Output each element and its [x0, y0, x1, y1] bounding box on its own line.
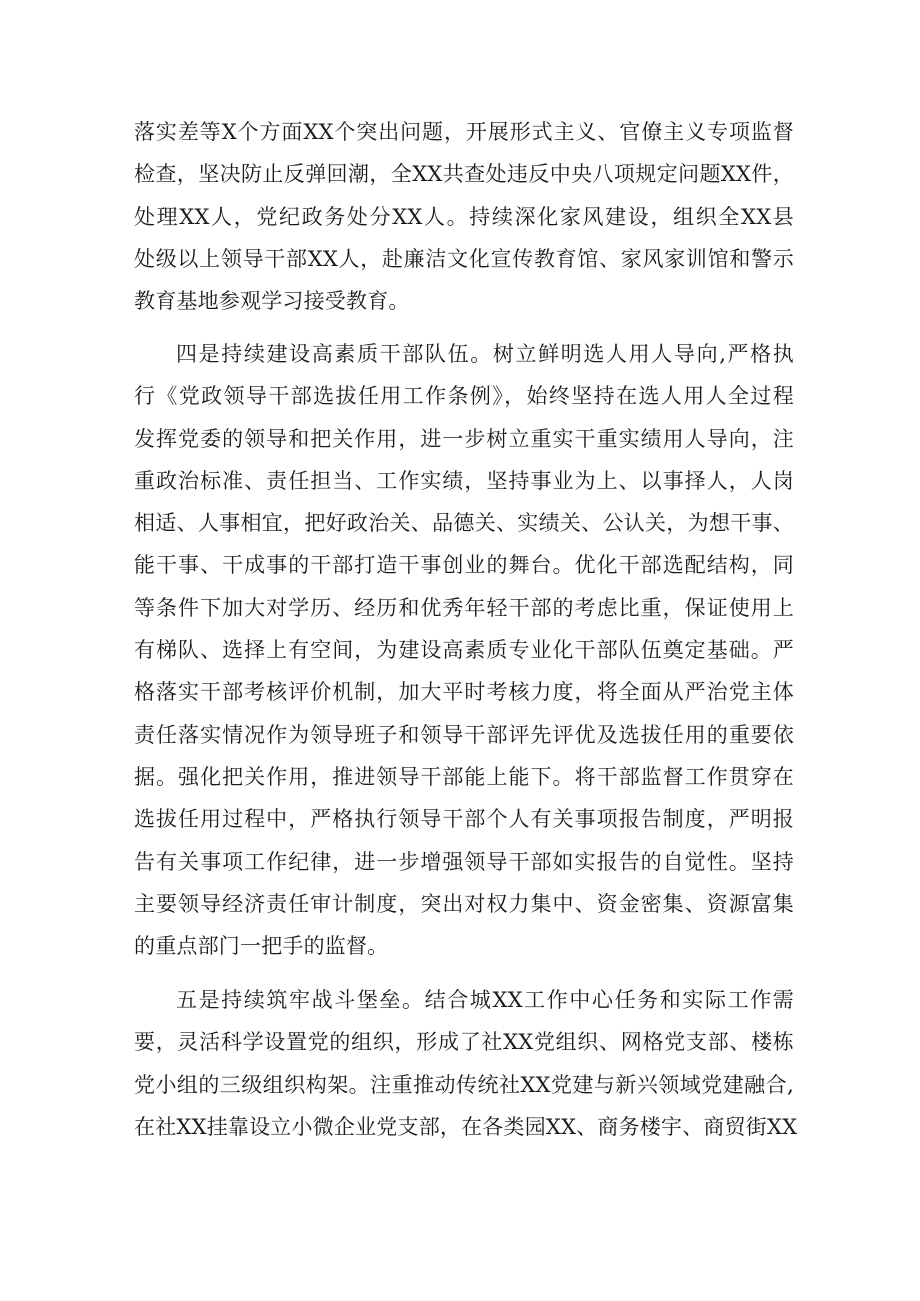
paragraph-line: 五是持续筑牢战斗堡垒。结合城XX工作中心任务和实际工作需 [176, 988, 794, 1012]
paragraph-line: 党小组的三级组织构架。注重推动传统社XX党建与新兴领域党建融合, [134, 1072, 794, 1097]
paragraph-cadre-team [134, 333, 794, 967]
paragraph-line: 格落实干部考核评价机制，加大平时考核力度，将全面从严治党主体 [134, 680, 794, 705]
paragraph-line: 四是持续建设高素质干部队伍。树立鲜明选人用人导向,严格执 [176, 342, 794, 366]
paragraph-line: 主要领导经济责任审计制度，突出对权力集中、资金密集、资源富集 [134, 891, 794, 916]
paragraph-line: 责任落实情况作为领导班子和领导干部评先评优及选拔任用的重要依 [134, 722, 794, 747]
paragraph-line: 处理XX人，党纪政务处分XX人。持续深化家风建设，组织全XX县 [134, 204, 794, 229]
paragraph-line: 教育基地参观学习接受教育。 [134, 289, 410, 314]
paragraph-line: 在社XX挂靠设立小微企业党支部，在各类园XX、商务楼宇、商贸街XX [134, 1114, 798, 1139]
paragraph-line: 行《党政领导干部选拔任用工作条例》，始终坚持在选人用人全过程 [134, 384, 794, 409]
paragraph-fortress [134, 979, 798, 1148]
paragraph-discipline-inspection [134, 111, 794, 322]
paragraph-line: 检查，坚决防止反弹回潮，全XX共查处违反中央八项规定问题XX件， [134, 162, 794, 187]
paragraph-line: 有梯队、选择上有空间，为建设高素质专业化干部队伍奠定基础。严 [134, 638, 794, 663]
paragraph-line: 能干事、干成事的干部打造干事创业的舞台。优化干部选配结构，同 [134, 553, 794, 578]
paragraph-line: 选拔任用过程中，严格执行领导干部个人有关事项报告制度，严明报 [134, 807, 794, 832]
paragraph-line: 相适、人事相宜，把好政治关、品德关、实绩关、公认关，为想干事、 [134, 511, 794, 536]
paragraph-line: 告有关事项工作纪律，进一步增强领导干部如实报告的自觉性。坚持 [134, 849, 794, 874]
paragraph-line: 处级以上领导干部XX人，赴廉洁文化宣传教育馆、家风家训馆和警示 [134, 246, 794, 271]
paragraph-line: 要，灵活科学设置党的组织，形成了社XX党组织、网格党支部、楼栋 [134, 1030, 794, 1055]
paragraph-line: 等条件下加大对学历、经历和优秀年轻干部的考虑比重，保证使用上 [134, 595, 794, 620]
paragraph-line: 发挥党委的领导和把关作用，进一步树立重实干重实绩用人导向，注 [134, 426, 794, 451]
paragraph-line: 落实差等X个方面XX个突出问题，开展形式主义、官僚主义专项监督 [134, 120, 794, 144]
paragraph-line: 据。强化把关作用，推进领导干部能上能下。将干部监督工作贯穿在 [134, 764, 794, 789]
paragraph-line: 的重点部门一把手的监督。 [134, 934, 389, 959]
paragraph-line: 重政治标准、责任担当、工作实绩，坚持事业为上、以事择人，人岗 [134, 468, 794, 493]
